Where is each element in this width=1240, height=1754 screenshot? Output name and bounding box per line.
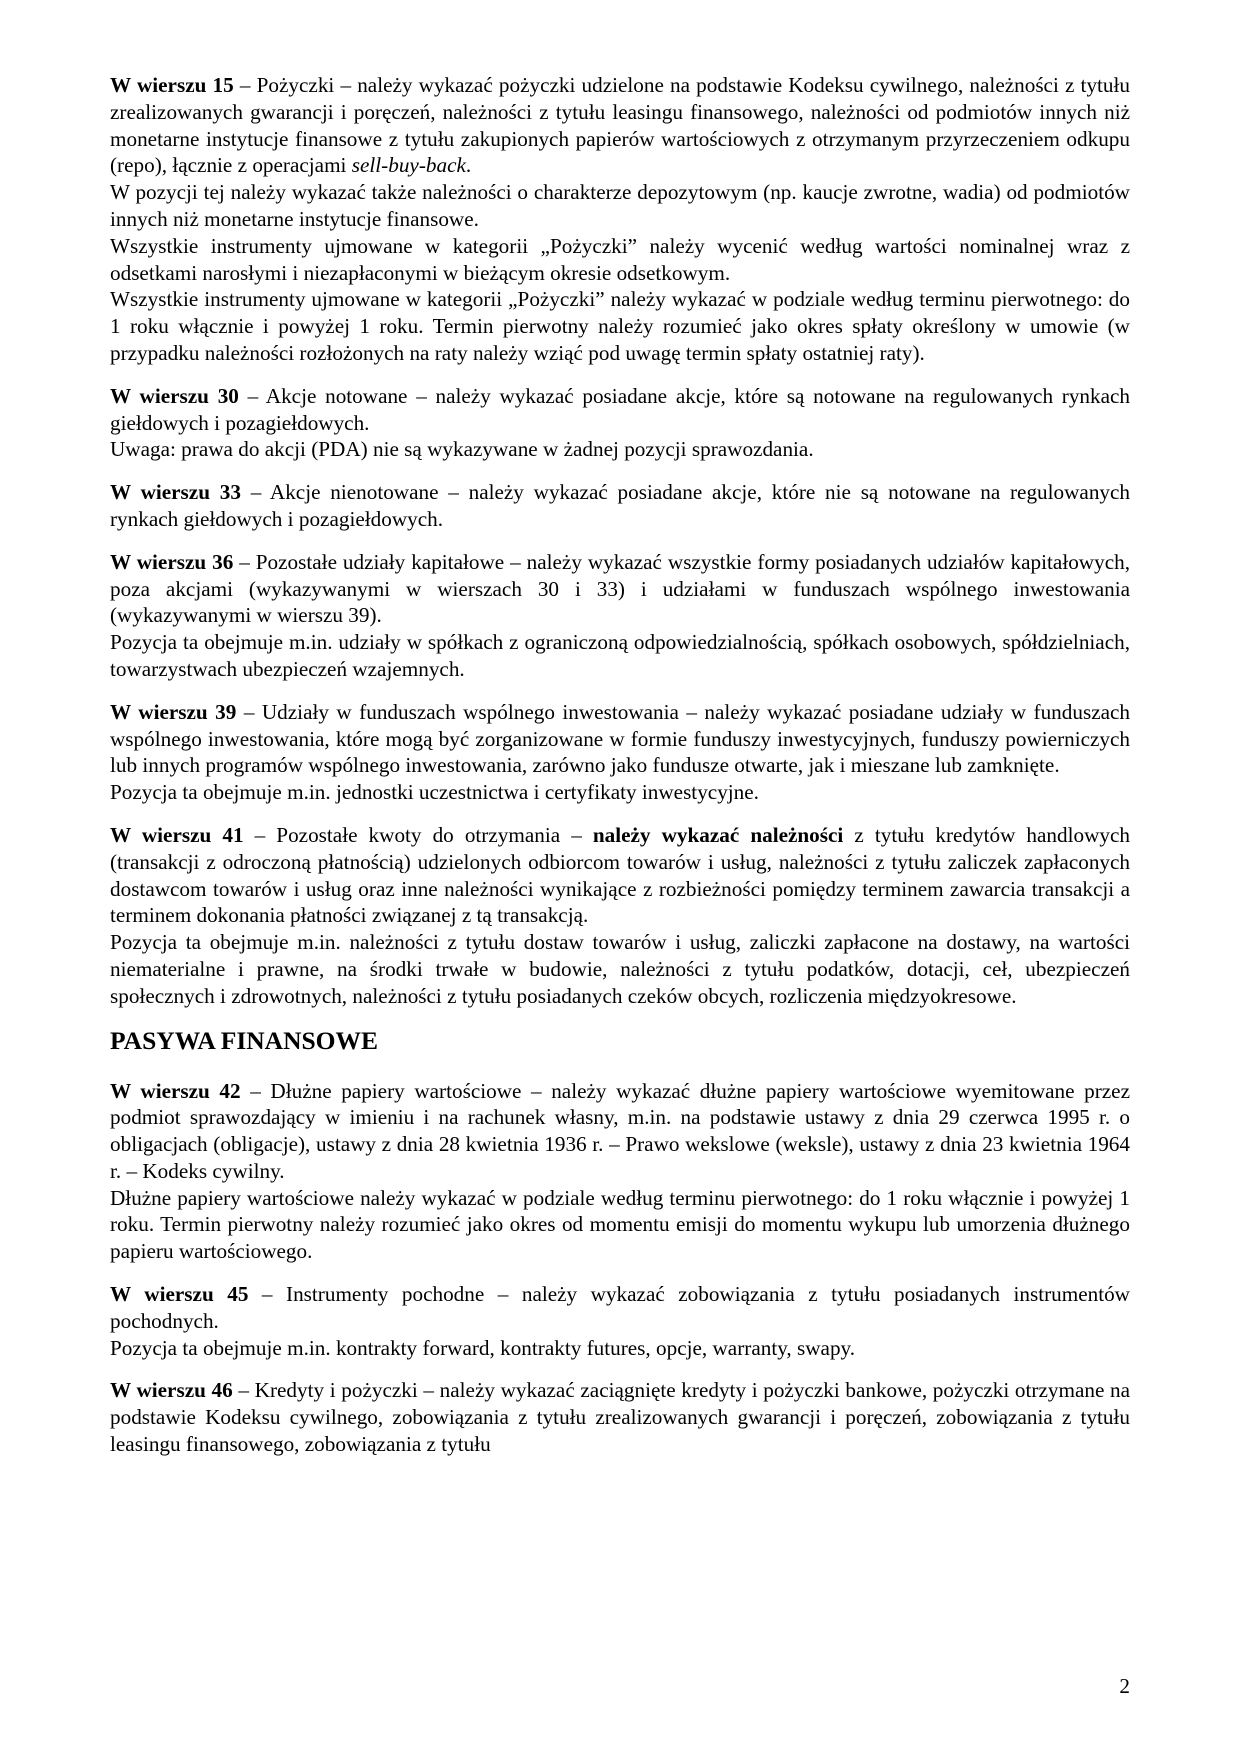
row-label: W wierszu 42 — [110, 1078, 241, 1103]
text-line: W pozycji tej należy wykazać także należności o charakterze depozytowym (np. kaucje zwrotne, wadia) od podmiotów innych niż monetarne instytucje finansowe. — [110, 180, 1130, 231]
paragraph-row-36 — [110, 549, 1130, 683]
text-line — [110, 549, 1130, 629]
paragraph-row-15 — [110, 72, 1130, 367]
text-line: Pozycja ta obejmuje m.in. udziały w spółkach z ograniczoną odpowiedzialnością, spółkach osobowych, spółdzielniach, towarzystwach ubezpieczeń wzajemnych. — [110, 630, 1130, 681]
line-text: – Kredyty i pożyczki – należy wykazać zaciągnięte kredyty i pożyczki bankowe, pożyczki otrzymane na podstawie Kodeksu cywilnego, zobowiązania z tytułu zrealizowanych gwarancji i poręczeń, zobowiązania z tytułu leasingu finansowego, zobowiązania z tytułu — [110, 1378, 1131, 1457]
paragraph-row-30 — [110, 383, 1130, 463]
paragraph-row-39 — [110, 699, 1130, 806]
italic-term: sell-buy-back — [351, 153, 466, 178]
paragraph-row-46 — [110, 1377, 1130, 1457]
paragraph-row-42 — [110, 1078, 1130, 1266]
text-line — [110, 1078, 1130, 1185]
row-label: W wierszu 39 — [110, 699, 237, 724]
line-text: – Akcje nienotowane – należy wykazać posiadane akcje, które nie są notowane na regulowanych rynkach giełdowych i pozagiełdowych. — [110, 480, 1131, 531]
line-tail: . — [465, 153, 472, 178]
text-line — [110, 1281, 1130, 1335]
line-text: – Pozostałe udziały kapitałowe – należy wykazać wszystkie formy posiadanych udziałów kapitałowych, poza akcjami (wykazywanymi w wierszach 30 i 33) i udziałami w funduszach wspólnego inwestowania (wykazywanymi w wierszu 39). — [110, 549, 1130, 628]
paragraph-row-33 — [110, 479, 1130, 533]
text-line: Wszystkie instrumenty ujmowane w kategorii „Pożyczki” należy wykazać w podziale według terminu pierwotnego: do 1 roku włącznie i powyżej 1 roku. Termin pierwotny należy rozumieć jako okres spłaty określony w umowie (w przypadku należności rozłożonych na raty należy wziąć pod uwagę termin spłaty ostatniej raty). — [110, 287, 1130, 365]
row-label: W wierszu 33 — [110, 480, 241, 505]
section-heading: PASYWA FINANSOWE — [110, 1025, 379, 1055]
bold-phrase: należy wykazać należności — [592, 822, 844, 847]
text-line — [110, 699, 1130, 779]
line-text: – Akcje notowane – należy wykazać posiadane akcje, które są notowane na regulowanych rynkach giełdowych i pozagiełdowych. — [110, 383, 1131, 435]
text-line: Pozycja ta obejmuje m.in. kontrakty forward, kontrakty futures, opcje, warranty, swapy. — [110, 1335, 856, 1360]
row-label: W wierszu 46 — [110, 1378, 233, 1403]
line-text: – Dłużne papiery wartościowe – należy wykazać dłużne papiery wartościowe wyemitowane przez podmiot sprawozdający w imieniu i na rachunek własny, m.in. na podstawie ustawy z dnia 29 czerwca 1995 r. o obligacjach (obligacje), ustawy z dnia 28 kwietnia 1936 r. – Prawo wekslowe (weksle), ustawy z dnia 23 kwietnia 1964 r. – Kodeks cywilny. — [110, 1078, 1130, 1183]
row-label: W wierszu 15 — [110, 73, 234, 97]
text-line — [110, 479, 1130, 533]
text-line: Wszystkie instrumenty ujmowane w kategorii „Pożyczki” należy wycenić według wartości nominalnej wraz z odsetkami narosłymi i niezapłaconymi w bieżącym okresie odsetkowym. — [110, 233, 1130, 285]
document-page — [110, 72, 1130, 1474]
line-text: – Instrumenty pochodne – należy wykazać zobowiązania z tytułu posiadanych instrumentów pochodnych. — [110, 1282, 1130, 1333]
line-text: – Udziały w funduszach wspólnego inwestowania – należy wykazać posiadane udziały w funduszach wspólnego inwestowania, które mogą być zorganizowane w formie funduszy inwestycyjnych, funduszy powierniczych lub innych programów wspólnego inwestowania, zarówno jako fundusze otwarte, jak i mieszane lub zamknięte. — [110, 699, 1130, 778]
text-line: Pozycja ta obejmuje m.in. jednostki uczestnictwa i certyfikaty inwestycyjne. — [110, 780, 759, 805]
row-label: W wierszu 41 — [110, 822, 244, 847]
page-number: 2 — [1119, 1674, 1130, 1698]
line-text: – Pozostałe kwoty do otrzymania – — [243, 822, 593, 847]
paragraph-row-41 — [110, 822, 1130, 1010]
line-tail: z tytułu kredytów handlowych (transakcji z odroczoną płatnością) udzielonych odbiorcom towarów i usług, należności z tytułu zaliczek zapłaconych dostawcom towarów i usług oraz inne należności wynikające z rozbieżności pomiędzy terminem zawarcia transakcji a terminem dokonania płatności związanej z tą transakcją. — [110, 822, 1130, 928]
paragraph-row-45 — [110, 1281, 1130, 1361]
row-label: W wierszu 36 — [110, 549, 234, 574]
row-label: W wierszu 45 — [110, 1282, 249, 1307]
text-line: Dłużne papiery wartościowe należy wykazać w podziale według terminu pierwotnego: do 1 roku włącznie i powyżej 1 roku. Termin pierwotny należy rozumieć jako okres od momentu emisji do momentu wykupu lub umorzenia dłużnego papieru wartościowego. — [110, 1185, 1130, 1264]
line-text: – Pożyczki – należy wykazać pożyczki udzielone na podstawie Kodeksu cywilnego, należności z tytułu zrealizowanych gwarancji i poręczeń, należności z tytułu leasingu finansowego, należności od podmiotów innych niż monetarne instytucje finansowe z tytułu zakupionych papierów wartościowych z otrzymanym przyrzeczeniem odkupu (repo), łącznie z operacjami — [110, 73, 1131, 178]
text-line: Uwaga: prawa do akcji (PDA) nie są wykazywane w żadnej pozycji sprawozdania. — [110, 437, 814, 462]
text-line — [110, 72, 1130, 179]
text-line — [110, 383, 1130, 437]
text-line — [110, 1377, 1130, 1457]
row-label: W wierszu 30 — [110, 383, 239, 408]
text-line — [110, 822, 1130, 929]
text-line: Pozycja ta obejmuje m.in. należności z tytułu dostaw towarów i usług, zaliczki zapłacone na dostawy, na wartości niematerialne i prawne, na środki trwałe w budowie, należności z tytułu podatków, dotacji, ceł, ubezpieczeń społecznych i zdrowotnych, należności z tytułu posiadanych czeków obcych, rozliczenia międzyokresowe. — [110, 930, 1130, 1008]
